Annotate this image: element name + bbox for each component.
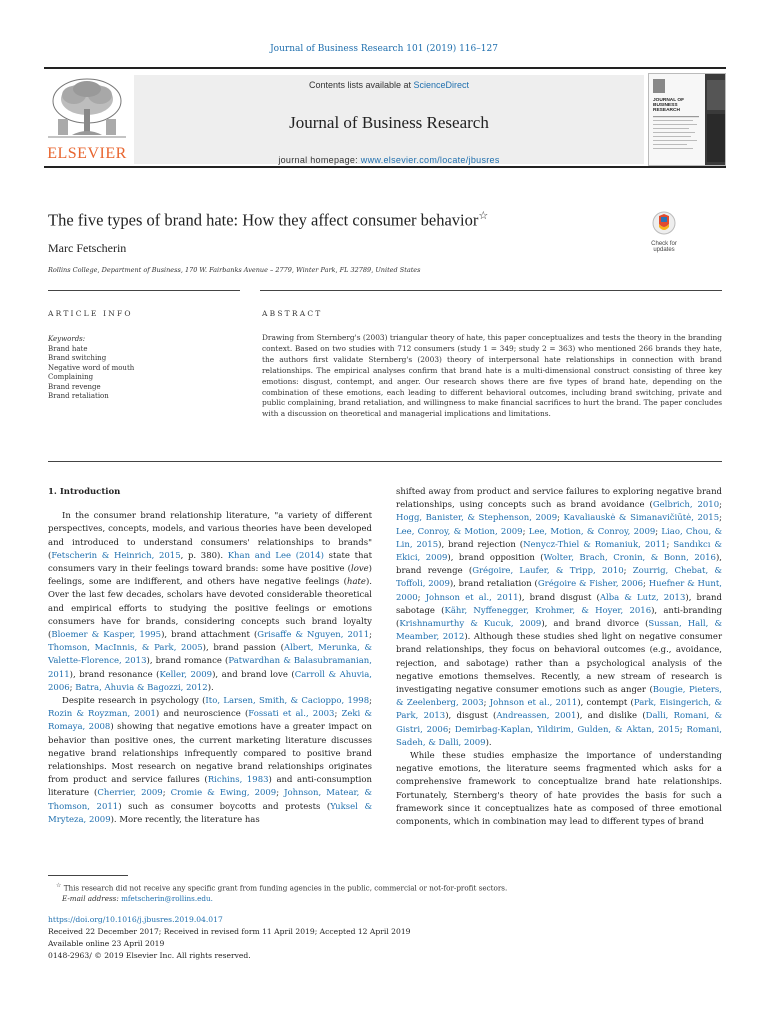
- citation-link[interactable]: Patwardhan & Balasubramanian, 2011: [48, 656, 372, 680]
- funding-footnote-mark: ☆: [56, 882, 62, 889]
- body-text: ), brand disgust (: [518, 592, 600, 603]
- body-text: ;: [69, 682, 76, 693]
- article-title: [48, 209, 488, 231]
- abstract-bottom-rule: [48, 461, 722, 462]
- body-text: ;: [655, 526, 662, 537]
- citation-link[interactable]: Demirbag-Kaplan, Yildirim, Gulden, & Aktan, 2015: [454, 724, 680, 735]
- section-heading-introduction: 1. Introduction: [48, 487, 121, 497]
- homepage-line: [134, 155, 644, 165]
- body-text: ), brand revenge (: [396, 553, 722, 577]
- citation-link[interactable]: Ito, Larsen, Smith, & Cacioppo, 1998: [205, 696, 370, 707]
- citation-link[interactable]: Kavaliauskė & Simanavičiūtė, 2015: [563, 513, 720, 524]
- body-text: ), brand rejection (: [438, 539, 524, 550]
- body-text: ), brand sabotage (: [396, 592, 722, 616]
- contents-line: [134, 80, 644, 90]
- citation-link[interactable]: Grisaffe & Nguyen, 2011: [257, 630, 370, 641]
- body-text: ), and brand divorce (: [541, 619, 649, 630]
- body-text: ).: [485, 737, 492, 748]
- received-dates: Received 22 December 2017; Received in revised form 11 April 2019; Accepted 12 April 2019: [48, 927, 411, 936]
- sciencedirect-link[interactable]: ScienceDirect: [413, 80, 470, 90]
- body-text: ). More recently, the literature has: [110, 814, 260, 825]
- body-text: shifted away from product and service failures to exploring negative brand relationships, using concepts such as brand avoidance (: [396, 487, 722, 511]
- keywords-label: Keywords:: [48, 335, 86, 343]
- journal-cover-image: [649, 74, 726, 166]
- doi-link[interactable]: https://doi.org/10.1016/j.jbusres.2019.04.017: [48, 915, 223, 924]
- keyword-item: Negative word of mouth: [48, 363, 135, 372]
- body-text: ), brand romance (: [146, 656, 229, 667]
- body-text: ), contempt (: [577, 698, 634, 709]
- citation-link[interactable]: Batra, Ahuvia & Bagozzi, 2012: [75, 682, 208, 693]
- citation-link[interactable]: Khan and Lee (2014): [227, 550, 324, 561]
- title-footnote-mark[interactable]: ☆: [478, 210, 489, 222]
- body-text: ;: [666, 539, 674, 550]
- check-updates-line-1: Check for: [651, 241, 677, 247]
- copyright-line: 0148-2963/ © 2019 Elsevier Inc. All rights reserved.: [48, 951, 251, 960]
- citation-link[interactable]: Huefner & Hunt, 2000: [396, 579, 722, 603]
- citation-link[interactable]: Sandıkcı & Ekici, 2009: [396, 539, 722, 564]
- body-text: ;: [522, 526, 529, 537]
- body-text: ) showing that negative emotions have a greater impact on behavior than positive ones, the current marketing literature discusses negative brand relationships infrequently compared to positive brand relationships. Most research on negative brand relationships originates from product and service failures (: [48, 722, 372, 786]
- body-text: ;: [369, 696, 372, 707]
- keyword-item: Brand retaliation: [48, 392, 109, 400]
- citation-link[interactable]: Johnson et al., 2011: [425, 592, 519, 603]
- funding-footnote-text: This research did not receive any specific grant from funding agencies in the public, commercial or not-for-profit sectors.: [63, 883, 508, 893]
- body-text: ;: [417, 592, 426, 603]
- citation-link[interactable]: Cherrier, 2009: [97, 788, 163, 799]
- journal-citation[interactable]: Journal of Business Research 101 (2019) 116–127: [270, 44, 498, 54]
- body-text: ), brand opposition (: [447, 553, 544, 564]
- citation-link[interactable]: Gelbrich, 2010: [652, 500, 720, 511]
- citation-link[interactable]: Krishnamurthy & Kucuk, 2009: [399, 619, 542, 630]
- body-text: ).: [207, 682, 214, 693]
- keyword-item: Brand switching: [48, 354, 107, 362]
- body-text: ), brand retaliation (: [449, 579, 538, 590]
- keyword-item: Brand hate: [48, 344, 88, 353]
- citation-link[interactable]: Fetscherin & Heinrich, 2015: [51, 550, 181, 561]
- body-text: ) and neuroscience (: [155, 709, 249, 720]
- body-text: ), brand attachment (: [161, 630, 258, 641]
- citation-link[interactable]: Grégoire & Fisher, 2006: [537, 579, 644, 590]
- citation-link[interactable]: Sussan, Hall, & Meamber, 2012: [396, 619, 723, 643]
- citation-link[interactable]: Kähr, Nyffenegger, Krohmer, & Hoyer, 2016: [444, 605, 652, 616]
- citation-link[interactable]: Alba & Lutz, 2013: [599, 592, 686, 603]
- body-text: ;: [162, 788, 171, 799]
- body-text: ), and dislike (: [576, 711, 646, 722]
- body-text: Despite research in psychology (: [62, 696, 206, 707]
- citation-link[interactable]: Cromie & Ewing, 2009: [170, 788, 277, 799]
- body-text: ;: [719, 513, 722, 524]
- body-text: While these studies emphasize the importance of understanding negative emotions, the literature seems fragmented which asks for a comprehensive framework to conceptualize brand hate relationships. Fortunately, Sternberg's theory of hate provides the basis for such a framework since it conceptualizes hate as composed of three emotional components, which in combination may lead to different types of brand: [396, 751, 722, 828]
- body-text: ;: [276, 788, 285, 799]
- body-text: ), anti-branding (: [396, 605, 723, 630]
- abstract-rule: [260, 290, 722, 291]
- article-title-text: The five types of brand hate: How they affect consumer behavior: [48, 210, 479, 230]
- body-paragraph: [48, 695, 372, 827]
- citation-link[interactable]: Hogg, Banister, & Stephenson, 2009: [396, 513, 558, 524]
- journal-cover-thumbnail[interactable]: [648, 73, 726, 166]
- journal-masthead: [44, 67, 726, 168]
- emphasis-text: love: [351, 564, 369, 575]
- citation-link[interactable]: Carroll & Ahuvia, 2006: [48, 669, 372, 693]
- citation-link[interactable]: Lee, Motion, & Conroy, 2009: [528, 526, 656, 537]
- body-text: ) such as consumer boycotts and protests (: [118, 801, 331, 812]
- body-paragraph: [396, 486, 722, 750]
- body-text: ), disgust (: [445, 711, 497, 722]
- body-text: ;: [679, 724, 687, 735]
- citation-link[interactable]: Nenycz-Thiel & Romaniuk, 2011: [523, 539, 667, 550]
- check-for-updates-badge[interactable]: [646, 211, 682, 251]
- citation-link[interactable]: Keller, 2009: [159, 669, 213, 680]
- author-affiliation: Rollins College, Department of Business, 170 W. Fairbanks Avenue – 2779, Winter Park, FL 32789, United States: [48, 266, 421, 274]
- elsevier-wordmark: ELSEVIER: [47, 145, 127, 162]
- available-online-date: Available online 23 April 2019: [48, 939, 165, 948]
- publication-info: [48, 914, 411, 962]
- citation-link[interactable]: Dalli, Romani, & Gistri, 2006: [396, 711, 723, 735]
- abstract-text: Drawing from Sternberg's (2003) triangular theory of hate, this paper conceptualizes and tests the theory in the branding context. Based on two studies with 712 consumers (study 1 = 349; study 2 = 363) who mentioned 266 brands they hate, the authors first validate Sternberg's (2003) theory of interpersonal hate relationships in connection with brand relationships. The empirical analyses confirm that brand hate is a multi-dimensional construct consisting of three key emotions: disgust, contempt, and anger. Our research shows there are five types of brand hate, depending on the combination of these emotions, each leading to different behavioral outcomes, including brand switching, private and public complaining, brand retaliation, and willingness to make financial sacrifices to hurt the brand. The paper concludes with a discussion on theoretical and managerial implications and limitations.: [262, 333, 722, 419]
- journal-title: Journal of Business Research: [289, 113, 489, 132]
- citation-link[interactable]: Zeki & Romaya, 2008: [48, 709, 372, 733]
- citation-link[interactable]: Lee, Conroy, & Motion, 2009: [396, 526, 523, 537]
- cover-title-line-1: JOURNAL OF: [653, 98, 685, 103]
- homepage-prefix: journal homepage:: [278, 155, 361, 165]
- citation-link[interactable]: Andreassen, 2001: [496, 711, 577, 722]
- body-text: , p. 380).: [180, 550, 228, 561]
- body-column-left: [48, 486, 372, 827]
- body-text: ;: [448, 724, 455, 735]
- abstract-heading: ABSTRACT: [262, 309, 323, 318]
- body-text: ;: [334, 709, 342, 720]
- body-text: ;: [483, 698, 490, 709]
- funding-footnote: [56, 882, 507, 892]
- body-text: ) and anti-consumption literature (: [48, 775, 372, 799]
- citation-link[interactable]: Thomson, MacInnis, & Park, 2005: [48, 643, 203, 654]
- keyword-item: Brand revenge: [48, 382, 101, 391]
- citation-link[interactable]: Albert, Merunka, & Valette-Florence, 2013: [48, 643, 372, 667]
- body-paragraph: [396, 750, 722, 829]
- footnote-rule: [48, 875, 128, 876]
- citation-link[interactable]: Rozin & Royzman, 2001: [48, 709, 156, 720]
- homepage-link[interactable]: www.elsevier.com/locate/jbusres: [360, 155, 500, 165]
- article-info-heading: ARTICLE INFO: [48, 309, 133, 318]
- citation-link[interactable]: Wolter, Brach, Cronin, & Bonn, 2016: [543, 553, 716, 564]
- check-for-updates-icon: [652, 211, 676, 237]
- body-text: ), brand resonance (: [69, 669, 160, 680]
- body-text: ), brand passion (: [202, 643, 284, 654]
- citation-link[interactable]: Bougie, Pieters, & Zeelenberg, 2003: [396, 685, 722, 709]
- body-text: ;: [369, 630, 372, 641]
- citation-link[interactable]: Romani, Sadeh, & Dalli, 2009: [396, 724, 722, 748]
- citation-link[interactable]: Bloemer & Kasper, 1995: [51, 630, 162, 641]
- masthead-center-panel: [134, 75, 644, 164]
- article-info-rule: [48, 290, 240, 291]
- body-text: ) feelings, some are indifferent, and others have negative feelings (: [48, 564, 372, 588]
- body-paragraph: [48, 510, 372, 695]
- citation-link[interactable]: Zourrig, Chebat, & Toffoli, 2009: [396, 566, 722, 590]
- body-text: ;: [623, 566, 633, 577]
- author-email-link[interactable]: mfetscherin@rollins.edu.: [121, 894, 213, 903]
- contents-prefix: Contents lists available at: [308, 80, 414, 90]
- body-text: In the consumer brand relationship literature, "a variety of different perspectives, concepts, models, and various theories have been developed and introduced to understand consumers' relationships to brands" (: [48, 511, 372, 561]
- email-label: E-mail address:: [62, 894, 119, 903]
- elsevier-tree-icon: [44, 75, 130, 145]
- citation-link[interactable]: Liao, Chou, & Lin, 2015: [396, 526, 723, 550]
- body-column-right: [396, 486, 722, 829]
- citation-link[interactable]: Johnson et al., 2011: [489, 698, 578, 709]
- cover-title-line-2: BUSINESS: [653, 103, 678, 108]
- email-footnote: [62, 894, 213, 903]
- elsevier-logo[interactable]: [44, 75, 130, 165]
- keywords-block: [48, 335, 238, 402]
- body-text: ). Although these studies shed light on negative consumer brand relationships, they focus on behavioral outcomes (e.g., avoidance, rejection, and sabotage) rather than a psychological analysis of the negative emotions themselves. Recently, a new stream of research is investigating negative consumer emotions such as anger (: [396, 632, 723, 696]
- citation-link[interactable]: Park, Eisingerich, & Park, 2013: [396, 698, 722, 722]
- check-updates-line-2: updates: [653, 247, 675, 253]
- citation-link[interactable]: Grégoire, Laufer, & Tripp, 2010: [472, 566, 624, 577]
- body-text: ). Over the last few decades, scholars have devoted considerable theoretical and empirical efforts to studying the positive feelings or emotions consumers have for brands, considering concepts such brand loyalty (: [48, 577, 372, 641]
- author-name[interactable]: Marc Fetscherin: [48, 241, 127, 255]
- body-text: ;: [719, 500, 722, 511]
- citation-link[interactable]: Fossati et al., 2003: [248, 709, 335, 720]
- keyword-item: Complaining: [48, 373, 94, 381]
- citation-link[interactable]: Richins, 1983: [207, 775, 269, 786]
- body-text: ;: [643, 579, 649, 590]
- cover-title-line-3: RESEARCH: [653, 108, 680, 113]
- citation-link[interactable]: Johnson, Matear, & Thomson, 2011: [48, 788, 372, 812]
- body-text: ), and brand love (: [212, 669, 295, 680]
- body-text: state that consumers vary in their feelings toward brands: some have positive (: [48, 550, 372, 575]
- emphasis-text: hate: [346, 577, 366, 588]
- body-text: ;: [557, 513, 564, 524]
- citation-link[interactable]: Yuksel & Mryteza, 2009: [48, 801, 373, 825]
